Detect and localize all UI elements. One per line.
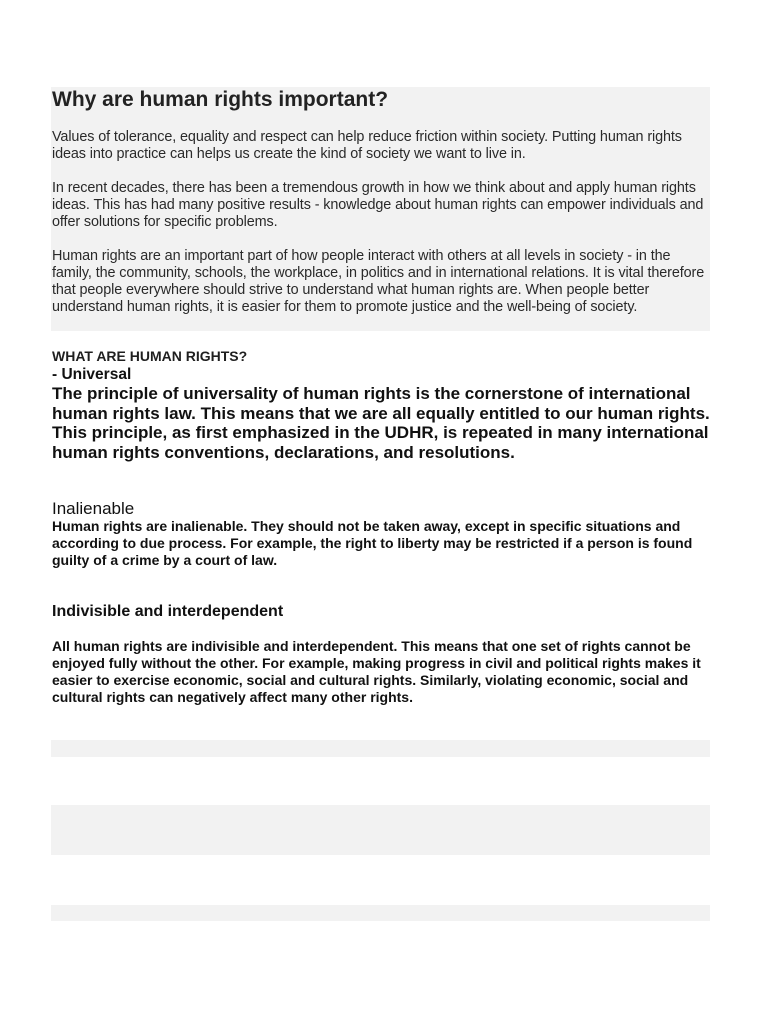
empty-shaded-box — [51, 740, 710, 757]
inalienable-heading: Inalienable — [52, 499, 135, 518]
indivisible-paragraph: All human rights are indivisible and interdependent. This means that one set of rights cannot be enjoyed fully without the other. For example, making progress in civil and political rights makes it easier to exercise economic, social and cultural rights. Similarly, violating economic, social and cultural rights can negatively affect many other rights. — [52, 638, 701, 705]
inalienable-paragraph: Human rights are inalienable. They should not be taken away, except in specific situations and according to due process. For example, the right to liberty may be restricted if a person is found guilty of a crime by a court of law. — [52, 518, 693, 568]
page-title: Why are human rights important? — [52, 88, 389, 111]
universal-heading: - Universal — [52, 366, 132, 383]
intro-paragraph: Human rights are an important part of how people interact with others at all levels in society - in the family, the community, schools, the workplace, in politics and in international relations. It is vital therefore that people everywhere should strive to understand what human rights are. When people better understand human rights, it is easier for them to promote justice and the well-being of society. — [52, 248, 705, 316]
empty-shaded-box — [51, 805, 710, 855]
indivisible-heading: Indivisible and interdependent — [52, 603, 284, 620]
section-heading: WHAT ARE HUMAN RIGHTS? — [52, 348, 248, 364]
intro-paragraph: Values of tolerance, equality and respect can help reduce friction within society. Putting human rights ideas into practice can helps us create the kind of society we want to live in. — [52, 129, 682, 163]
empty-shaded-box — [51, 905, 710, 921]
universal-paragraph: The principle of universality of human rights is the cornerstone of international human rights law. This means that we are all equally entitled to our human rights. This principle, as first emphasized in the UDHR, is repeated in many international human rights conventions, declarations, and resolutions. — [52, 384, 710, 462]
intro-paragraph: In recent decades, there has been a tremendous growth in how we think about and apply human rights ideas. This has had many positive results - knowledge about human rights can empower individuals and offer solutions for specific problems. — [52, 180, 704, 231]
